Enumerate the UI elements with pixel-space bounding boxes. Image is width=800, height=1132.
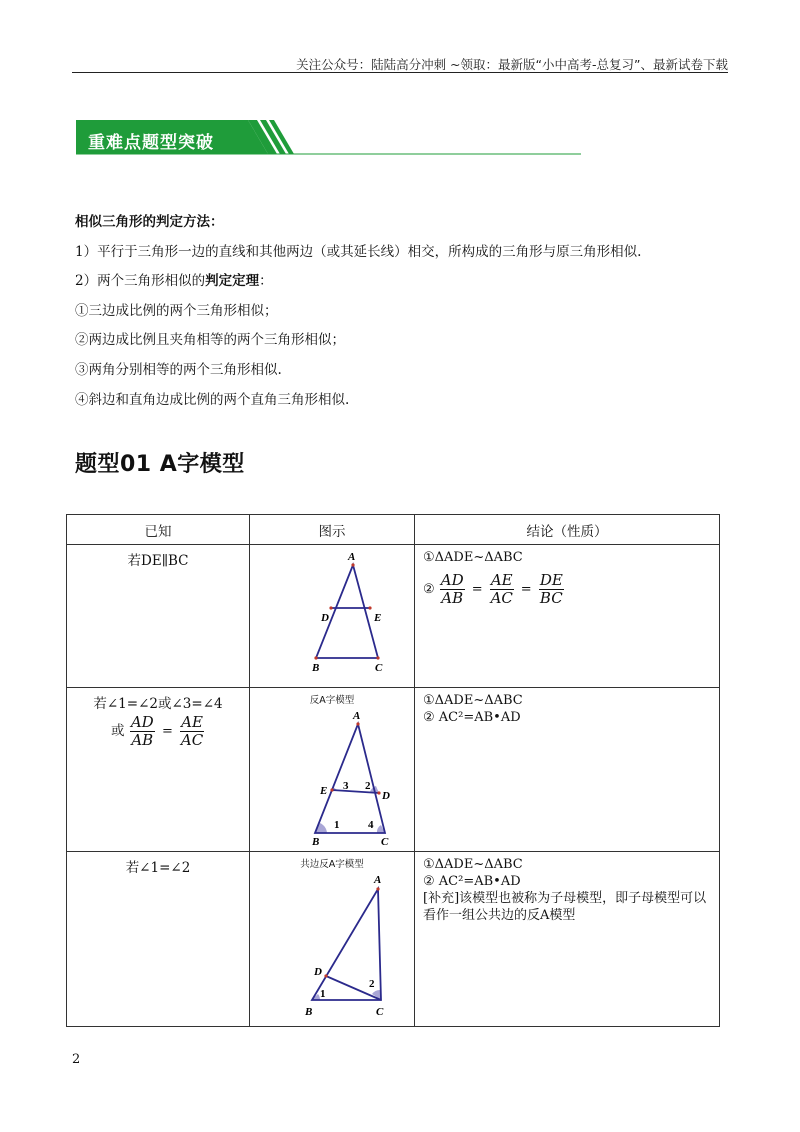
row3-conclusion-2: ② AC²=AB•AD <box>423 874 521 889</box>
header-rule <box>72 72 728 73</box>
row3-conclusion <box>415 852 720 1027</box>
row3-figure-title: 共边反A字模型 <box>300 859 364 870</box>
row1-c2-prefix: ② <box>423 582 435 597</box>
label-c: C <box>381 836 389 846</box>
equals-sign: = <box>520 582 532 597</box>
frac-num: AE <box>490 571 513 589</box>
header-figure: 图示 <box>250 515 415 545</box>
theorem-item-3: ③两角分别相等的两个三角形相似. <box>75 361 282 378</box>
row1-conclusion-1: ①ΔADE~ΔABC <box>423 550 523 565</box>
label-a: A <box>353 710 361 722</box>
row3-figure <box>250 852 415 1027</box>
row2-known-line2 <box>67 714 249 749</box>
header-known: 已知 <box>67 515 250 545</box>
table-header-row <box>67 515 720 545</box>
intro-section <box>75 215 735 422</box>
angle-1-label: 1 <box>320 988 326 1000</box>
frac-den: BC <box>539 589 563 607</box>
row1-conclusion <box>415 545 720 688</box>
row2-conclusion-2: ② AC²=AB•AD <box>423 710 521 725</box>
label-d: D <box>314 966 322 978</box>
row2-known-line1: 若∠1=∠2或∠3=∠4 <box>93 696 223 712</box>
table-row <box>67 545 720 688</box>
row3-conclusion-1: ①ΔADE~ΔABC <box>423 857 523 872</box>
theorem-item-2: ②两边成比例且夹角相等的两个三角形相似； <box>75 332 345 349</box>
frac-den: AC <box>490 589 513 607</box>
table-row <box>67 852 720 1027</box>
fraction-de-bc <box>539 572 564 607</box>
row2-known-or: 或 <box>111 723 125 739</box>
row1-figure <box>250 545 415 688</box>
frac-num: AD <box>130 713 154 731</box>
row2-known <box>67 688 250 852</box>
frac-den: AC <box>180 731 204 749</box>
intro-line-2-bold: 判定定理 <box>205 273 260 290</box>
fraction-ae-ac <box>490 572 514 607</box>
header-conclusion: 结论（性质） <box>415 515 720 545</box>
row1-conclusion-2 <box>423 572 713 607</box>
label-c: C <box>375 662 383 674</box>
row2-figure <box>250 688 415 852</box>
fraction-ad-ab <box>440 572 465 607</box>
angle-2-label: 2 <box>369 978 375 990</box>
label-c: C <box>376 1006 384 1018</box>
frac-num: DE <box>539 571 563 589</box>
fraction-ad-ab <box>130 714 155 749</box>
row3-supplement: [补充]该模型也被称为子母模型，即子母模型可以看作一组公共边的反A模型 <box>423 891 707 923</box>
label-b: B <box>312 662 320 674</box>
angle-1-label: 1 <box>334 819 340 831</box>
label-d: D <box>382 790 390 802</box>
label-b: B <box>312 836 320 846</box>
frac-den: AB <box>441 589 464 607</box>
label-d: D <box>321 612 329 624</box>
shared-side-reverse-a-figure <box>250 870 414 1022</box>
label-b: B <box>305 1006 313 1018</box>
section-title: 题型01 A字模型 <box>75 452 245 477</box>
banner-title: 重难点题型突破 <box>88 133 214 153</box>
reverse-a-model-figure <box>250 706 414 846</box>
intro-line-2 <box>75 274 735 289</box>
page-number: 2 <box>72 1052 81 1067</box>
intro-heading: 相似三角形的判定方法： <box>75 214 224 230</box>
row2-figure-title: 反A字模型 <box>309 695 355 706</box>
angle-2-label: 2 <box>365 780 371 792</box>
a-model-figure <box>250 545 414 683</box>
theorem-item-4: ④斜边和直角边成比例的两个直角三角形相似. <box>75 391 350 408</box>
label-e: E <box>320 785 328 797</box>
theorem-item-1: ①三边成比例的两个三角形相似； <box>75 302 278 319</box>
table-row <box>67 688 720 852</box>
row3-known: 若∠1=∠2 <box>67 852 250 1027</box>
angle-3-label: 3 <box>343 780 349 792</box>
fraction-ae-ac <box>180 714 204 749</box>
intro-line-2-prefix: 2）两个三角形相似的 <box>75 273 206 290</box>
label-e: E <box>374 612 382 624</box>
label-a: A <box>348 551 356 563</box>
intro-line-2-suffix: ： <box>259 273 273 290</box>
a-model-table <box>66 514 720 1027</box>
frac-num: AE <box>181 713 203 731</box>
angle-4-label: 4 <box>368 819 374 831</box>
label-a: A <box>374 874 382 886</box>
row1-known: 若DE∥BC <box>67 545 250 688</box>
equals-sign: = <box>471 582 483 597</box>
row2-conclusion-1: ①ΔADE~ΔABC <box>423 693 523 708</box>
header-text: 关注公众号：陆陆高分冲刺 ~领取：最新版“小中高考-总复习”、最新试卷下载 <box>296 57 728 72</box>
frac-den: AB <box>131 731 154 749</box>
equals-sign: = <box>161 724 173 739</box>
frac-num: AD <box>440 571 464 589</box>
row2-conclusion <box>415 688 720 852</box>
intro-line-1: 1）平行于三角形一边的直线和其他两边（或其延长线）相交，所构成的三角形与原三角形相似. <box>75 243 642 260</box>
